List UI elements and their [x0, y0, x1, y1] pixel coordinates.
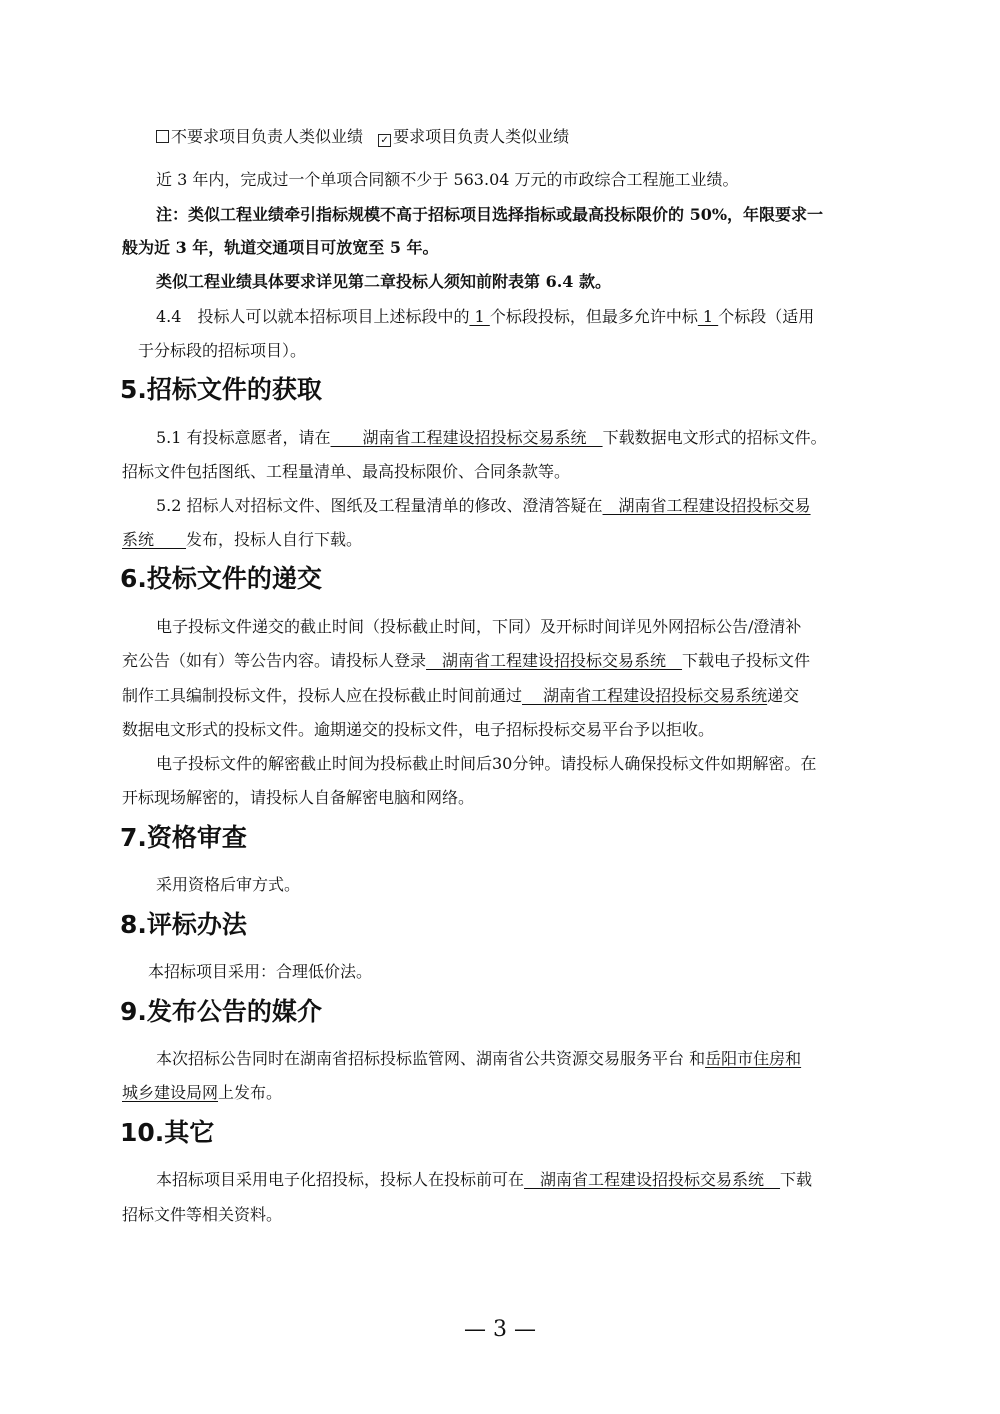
- clause-5-1: [156, 427, 827, 449]
- performance-options: [156, 126, 569, 148]
- clause-4-4-b: 个标段投标，但最多允许中标: [489, 307, 698, 326]
- clause-5-1-a: 5.1 有投标意愿者，请在: [156, 428, 331, 447]
- s7-text: 采用资格后审方式。: [156, 875, 301, 894]
- section-10-heading: 10.其它: [120, 1118, 215, 1147]
- section-8-heading: 8.评标办法: [120, 910, 247, 939]
- option-require: 要求项目负责人类似业绩: [393, 127, 570, 146]
- s6-line-3-a: 制作工具编制投标文件，投标人应在投标截止时间前通过: [122, 686, 523, 705]
- option-no-requirement: 不要求项目负责人类似业绩: [171, 127, 364, 146]
- note-line-1: 注：类似工程业绩牵引指标规模不高于招标项目选择指标或最高投标限价的 50%，年限要求一: [156, 205, 824, 224]
- system-link-5-2[interactable]: 湖南省工程建设招投标交易: [602, 496, 811, 515]
- clause-5-2: [156, 495, 811, 517]
- clause-5-2-b: 发布，投标人自行下载。: [186, 530, 363, 549]
- note-line-2: 般为近 3 年，轨道交通项目可放宽至 5 年。: [122, 238, 439, 257]
- s6-line-1: 电子投标文件递交的截止时间（投标截止时间，下同）及开标时间详见外网招标公告/澄清补: [156, 617, 802, 636]
- s8-text: 本招标项目采用：合理低价法。: [148, 962, 373, 981]
- s6-line-2: [122, 650, 810, 672]
- s6-line-5: 电子投标文件的解密截止时间为投标截止时间后30分钟。请投标人确保投标文件如期解密。在: [156, 754, 817, 773]
- yueyang-housing-link-cont[interactable]: 城乡建设局网: [122, 1083, 219, 1102]
- s10-line-2: 招标文件等相关资料。: [122, 1205, 283, 1224]
- system-link-5-2-cont[interactable]: 系统: [122, 530, 187, 549]
- s6-line-2-a: 充公告（如有）等公告内容。请投标人登录: [122, 651, 427, 670]
- s10-line-1: [156, 1169, 812, 1191]
- clause-5-2-line-2: [122, 529, 362, 551]
- s6-line-6: 开标现场解密的，请投标人自备解密电脑和网络。: [122, 788, 475, 807]
- page-number: — 3 —: [464, 1317, 536, 1342]
- section-9-heading: 9.发布公告的媒介: [120, 997, 322, 1026]
- s6-line-3-b: 递交: [767, 686, 800, 705]
- system-link-10[interactable]: 湖南省工程建设招投标交易系统: [524, 1170, 781, 1189]
- section-5-heading: 5.招标文件的获取: [120, 375, 322, 404]
- section-7-heading: 7.资格审查: [120, 823, 247, 852]
- note-line-3: 类似工程业绩具体要求详见第二章投标人须知前附表第 6.4 款。: [156, 272, 611, 291]
- clause-4-4: [156, 306, 814, 328]
- s6-line-3: [122, 685, 799, 707]
- lot-count-2: 1: [697, 307, 719, 326]
- yueyang-housing-link[interactable]: 岳阳市住房和: [705, 1049, 802, 1068]
- clause-4-4-a: 4.4 投标人可以就本招标项目上述标段中的: [156, 307, 470, 326]
- s10-line-1-b: 下载: [780, 1170, 813, 1189]
- lot-count-1: 1: [469, 307, 490, 326]
- s10-line-1-a: 本招标项目采用电子化招投标，投标人在投标前可在: [156, 1170, 525, 1189]
- s9-line-2: [122, 1082, 282, 1104]
- clause-4-4-c: 个标段（适用: [718, 307, 815, 326]
- clause-5-1-line-2: 招标文件包括图纸、工程量清单、最高投标限价、合同条款等。: [122, 462, 571, 481]
- s9-line-1: [156, 1048, 801, 1070]
- clause-5-1-b: 下载数据电文形式的招标文件。: [602, 428, 827, 447]
- system-link-6-b[interactable]: 湖南省工程建设招投标交易系统: [522, 686, 768, 705]
- s9-line-2-b: 上发布。: [218, 1083, 283, 1102]
- s9-line-1-a: 本次招标公告同时在湖南省招标投标监管网、湖南省公共资源交易服务平台 和: [156, 1049, 706, 1068]
- s6-line-2-b: 下载电子投标文件: [682, 651, 811, 670]
- checked-checkbox-icon[interactable]: ✓: [378, 134, 391, 147]
- system-link-6-a[interactable]: 湖南省工程建设招投标交易系统: [426, 651, 683, 670]
- clause-5-2-a: 5.2 招标人对招标文件、图纸及工程量清单的修改、澄清答疑在: [156, 496, 603, 515]
- system-link-5-1[interactable]: 湖南省工程建设招投标交易系统: [330, 428, 603, 447]
- clause-4-4-line-2: 于分标段的招标项目）。: [138, 341, 307, 360]
- s6-line-4: 数据电文形式的投标文件。逾期递交的投标文件，电子招标投标交易平台予以拒收。: [122, 720, 715, 739]
- unchecked-checkbox-icon[interactable]: [156, 130, 169, 143]
- section-6-heading: 6.投标文件的递交: [120, 564, 322, 593]
- performance-requirement: 近 3 年内，完成过一个单项合同额不少于 563.04 万元的市政综合工程施工业绩。: [156, 170, 739, 189]
